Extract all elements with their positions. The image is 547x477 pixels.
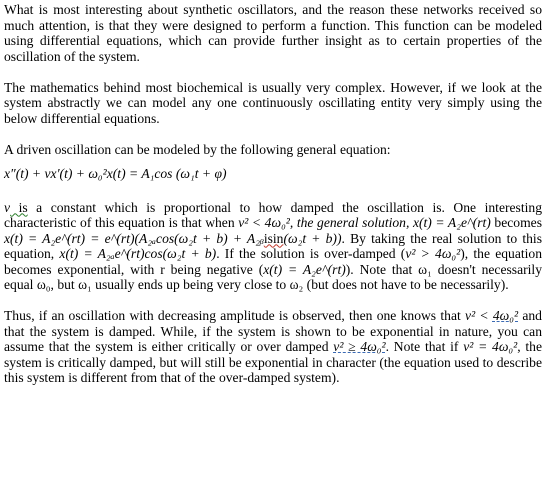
text-segment: Thus, if an oscillation with decreasing amplitude is observed, then one knows that <box>4 308 466 323</box>
math-inline: x(t) = A₂ₐe^(rt)cos(ω₂t + b) <box>59 246 217 261</box>
paragraph-damping <box>4 200 542 293</box>
equation-driven-oscillation: x″(t) + vx′(t) + ω₀²x(t) = A₁cos (ω₁t + φ) <box>4 166 227 181</box>
text-segment: a constant which is proportional to how damped the oscillation is. One interesting characteristic of this equation is that when <box>4 199 542 230</box>
variable-v: v <box>4 199 11 215</box>
text-segment: ). Note that ω₁ doesn't necessarily equal ω₀, but ω₁ usually ends up being very close to ω₂ (but does not have to be necessarily). <box>4 261 542 292</box>
grammar-mark-4w: 4ω₀² <box>492 308 519 323</box>
math-inline: v² < <box>465 308 493 323</box>
text-segment: . Note that if <box>385 339 464 354</box>
text-segment: . By taking the real solution to this equation, <box>4 230 542 261</box>
spelling-mark-is: is <box>10 199 28 215</box>
math-inline: v² > 4ω₀² <box>405 246 461 261</box>
math-inline: v² < 4ω₀², the general solution, x(t) = A₂e^(rt) <box>238 215 491 230</box>
text-segment: ), the equation becomes exponential, with r being negative ( <box>4 246 543 277</box>
math-inline: x(t) = A₂e^(rt) = e^(rt)(A₂ₐcos(ω₂t + b) + A₂ᵦ <box>4 230 264 246</box>
paragraph-mathematics: The mathematics behind most biochemical is usually very complex. However, if we look at the system abstractly we can model any one continuously oscillating entity very simply using the below differential equations. <box>4 79 542 126</box>
paragraph-conclusion <box>4 308 542 386</box>
text-segment: . If the solution is over-damped ( <box>216 246 406 261</box>
paragraph-driven-oscillation: A driven oscillation can be modeled by the following general equation: <box>4 141 391 157</box>
text-segment: becomes <box>490 215 542 230</box>
text-segment: , the system is critically damped, but will still be exponential in character (the equation used to describe this system is different from that of the over-damped system). <box>4 339 542 385</box>
math-inline: (ω₂t + b)) <box>283 230 342 246</box>
paragraph-intro: What is most interesting about synthetic oscillators, and the reason these networks received so much attention, is that they were designed to perform a function. This function can be modeled using differential equations, which can provide further insight as to certain properties of the oscillation of the system. <box>4 2 542 64</box>
grammar-mark-inequality: v² ≥ 4ω₀² <box>333 339 386 354</box>
spelling-mark-isin: isin <box>263 230 284 246</box>
text-segment: and that the system is damped. While, if the system is shown to be exponential in nature, you can assume that the system is either critically or over damped <box>4 308 542 354</box>
math-inline: v² = 4ω₀² <box>463 339 518 354</box>
math-inline: x(t) = A₂e^(rt) <box>263 261 346 277</box>
document-body <box>4 2 542 401</box>
